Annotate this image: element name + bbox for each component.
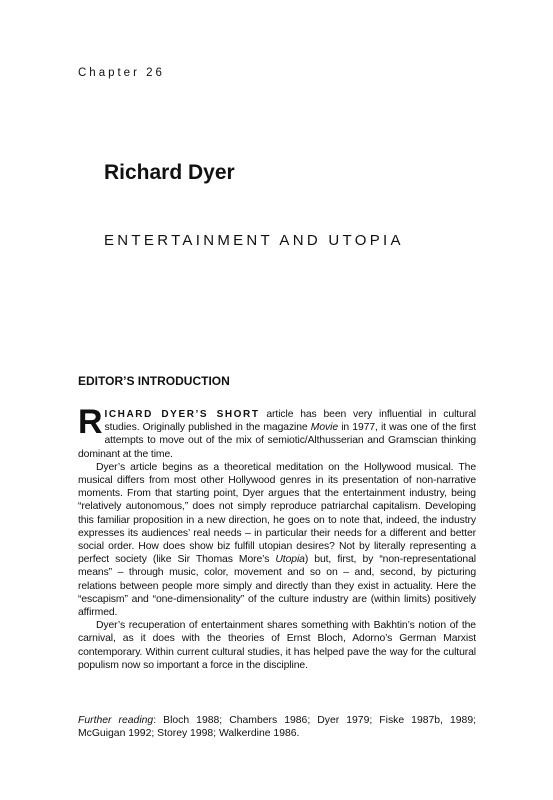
lead-small-caps: ICHARD DYER’S SHORT [104,409,260,420]
drop-cap: R [78,403,103,441]
intro-paragraph-3: Dyer’s recuperation of entertainment shares something with Bakhtin’s notion of the carnival, as it does with the theories of Ernst Bloch, Adorno’s German Marxist contemporary. Within current cultural studies, it has helped pave the way for the cultural populism now so important a force in the discipline. [78,620,476,671]
editors-introduction [78,403,476,672]
author-name: Richard Dyer [104,161,235,184]
intro-paragraph-1 [78,403,476,461]
further-reading [78,714,476,740]
chapter-label: Chapter 26 [78,67,165,79]
italic-title: Utopia [275,554,305,566]
intro-paragraph-2 [78,461,476,619]
essay-title: ENTERTAINMENT AND UTOPIA [104,232,404,249]
paragraph-text: in 1977, it was one of the first attempts to move out of the mix of semiotic/Althusserian and Gramscian thinking dominant at the time. [78,422,476,460]
further-reading-label: Further reading [78,715,154,726]
paragraph-text: article has been very influential in cultural studies. Originally published in the magazine [104,409,476,434]
section-heading: EDITOR’S INTRODUCTION [78,374,230,388]
paragraph-text: ) but, first, by “non-representational means” – through music, color, movement and so on – and, second, by picturing relations between people more simply and directly than they exist in actuality. Here the “escapism” and “one-dimensionality” of the culture industry are (within limits) positively affirmed. [78,554,476,619]
further-reading-list: : Bloch 1988; Chambers 1986; Dyer 1979; Fiske 1987b, 1989; McGuigan 1992; Storey 1998; Walkerdine 1986. [78,715,476,740]
paragraph-text: Dyer’s article begins as a theoretical meditation on the Hollywood musical. The musical differs from most other Hollywood genres in its presentation of non-narrative moments. From that starting point, Dyer argues that the entertainment industry, being “relatively autonomous,” does not simply reproduce patriarchal capitalism. Developing this familiar proposition in a new direction, he goes on to note that, indeed, the industry expresses its audiences’ real needs – in particular their needs for a different and better social order. How does show biz fulfill utopian desires? Not by literally representing a perfect society (like Sir Thomas More’s [78,461,476,566]
italic-title: Movie [310,422,339,434]
